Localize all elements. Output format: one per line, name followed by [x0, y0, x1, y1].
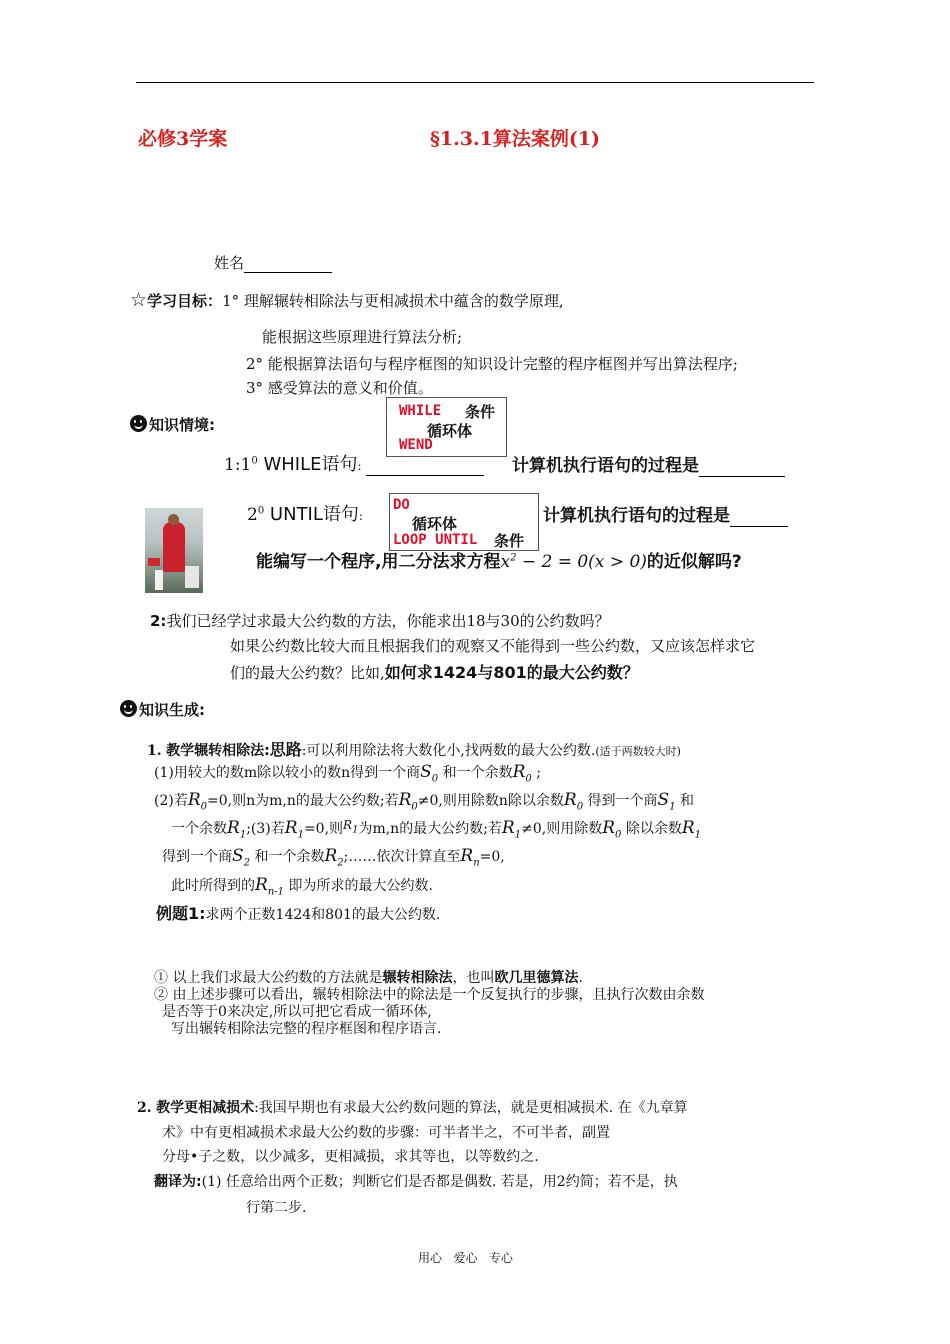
page-footer: 用心 爱心 专心 [418, 1251, 513, 1265]
translation-line2: 行第二步. [246, 1200, 307, 1216]
note2a: ② 由上述步骤可以看出，辗转相除法中的除法是一个反复执行的步骤，且执行次数由余数 [154, 987, 705, 1003]
while-answer-blank[interactable] [699, 456, 785, 477]
star-icon: ☆ [130, 289, 148, 311]
athlete-photo [145, 508, 203, 593]
euclid-step3: 一个余数$R_1;(3)$若$R_1=0$,则$R_1$为m,n的最大公约数;若$R_1\ne 0$,则用除数$R_0$ 除以余数$R_1$ [171, 818, 702, 841]
goals-row1 [130, 289, 564, 311]
loop-until-keyword: LOOP UNTIL [393, 532, 478, 548]
until-condition: 条件 [494, 532, 525, 550]
until-statement-title: UNTIL语句 [264, 504, 359, 525]
note2c: 写出辗转相除法完整的程序框图和程序语言. [171, 1021, 442, 1037]
q2-line2: 如果公约数比较大而且根据我们的观察又不能得到一些公约数，又应该怎样求它 [230, 637, 756, 655]
note2b: 是否等于0来决定,所以可把它看成一循环体, [162, 1004, 432, 1020]
while-keyword: WHILE [399, 403, 442, 419]
euclid-step2: (2)若$R_0=0$,则n为m,n的最大公约数;若$R_0\ne 0$,则用除数n除以余数$R_0$ 得到一个商$S_1$ 和 [154, 790, 695, 813]
section2-line2: 术》中有更相减损术求最大公约数的步骤：可半者半之，不可半者，副置 [162, 1125, 610, 1141]
situation-heading [130, 414, 215, 435]
section2-line1: 2. 教学更相减损术:我国早期也有求最大公约数问题的算法，就是更相减损术. 在《九章算 [137, 1100, 688, 1116]
until-syntax-box [389, 493, 539, 551]
smiley-icon [130, 415, 147, 432]
until-process: 计算机执行语句的过程是 [543, 501, 788, 527]
while-process: 计算机执行语句的过程是 [512, 451, 785, 477]
euclid-step5: 此时所得到的$R_{n-1}$ 即为所求的最大公约数. [171, 875, 433, 898]
name-blank[interactable] [244, 254, 332, 273]
goal-1a: 1° 理解辗转相除法与更相减损术中蕴含的数学原理, [222, 292, 564, 310]
name-label: 姓名 [214, 254, 245, 272]
q2-line1: 2:我们已经学过求最大公约数的方法，你能求出18与30的公约数吗？ [150, 612, 610, 630]
name-field [214, 252, 332, 273]
while-syntax-box [386, 397, 507, 457]
section2-line3: 分母•子之数，以少减多，更相减损，求其等也，以等数约之. [162, 1149, 539, 1165]
note1: ① 以上我们求最大公约数的方法就是辗转相除法，也叫欧几里德算法. [154, 970, 583, 986]
goal-3: 3° 感受算法的意义和价值。 [246, 379, 433, 397]
euclid-step4: 得到一个商$S_2$ 和一个余数$R_2;\dots\dots$依次计算直至$R_n=0$, [162, 846, 505, 869]
q2-line3: 们的最大公约数？比如,如何求1424与801的最大公约数？ [230, 663, 639, 682]
goals-label: 学习目标： [147, 292, 223, 310]
until-line: $2^0$ UNTIL语句: [247, 504, 363, 525]
translation-line1: 翻译为:(1) 任意给出两个正数；判断它们是否都是偶数. 若是，用2约简；若不是，执 [154, 1174, 678, 1190]
equation: $x^2 - 2 = 0(x > 0)$ [500, 552, 647, 572]
while-statement-title: WHILE语句 [257, 454, 358, 475]
wend-keyword: WEND [399, 437, 433, 453]
section1-title: 1. 教学辗转相除法:思路:可以利用除法将大数化小,找两数的最大公约数.(适于两数较大时) [147, 740, 681, 759]
header-left: 必修3学案 [138, 128, 228, 150]
while-line: $1:1^0$ WHILE语句: [224, 450, 484, 476]
euclid-step1: (1)用较大的数m除以较小的数n得到一个商$S_0$ 和一个余数$R_0$ ; [154, 762, 541, 785]
smiley-icon-2 [120, 700, 137, 717]
do-keyword: DO [393, 497, 410, 513]
until-answer-blank[interactable] [730, 506, 788, 527]
header-rule [136, 82, 814, 83]
goal-2: 2° 能根据算法语句与程序框图的知识设计完整的程序框图并写出算法程序; [246, 355, 738, 373]
until-body: 循环体 [412, 515, 458, 533]
example1: 例题1:求两个正数1424和801的最大公约数. [156, 904, 441, 923]
generation-heading [120, 699, 205, 720]
while-condition: 条件 [465, 403, 496, 421]
situation-label: 知识情境: [149, 416, 215, 434]
generation-label: 知识生成: [139, 701, 205, 719]
header-right: §1.3.1算法案例(1) [430, 128, 601, 150]
goal-1b: 能根据这些原理进行算法分析; [262, 328, 463, 346]
while-body: 循环体 [427, 422, 473, 440]
bisection-question: 能编写一个程序,用二分法求方程$x^2 - 2 = 0(x > 0)$的近似解吗? [256, 552, 742, 572]
